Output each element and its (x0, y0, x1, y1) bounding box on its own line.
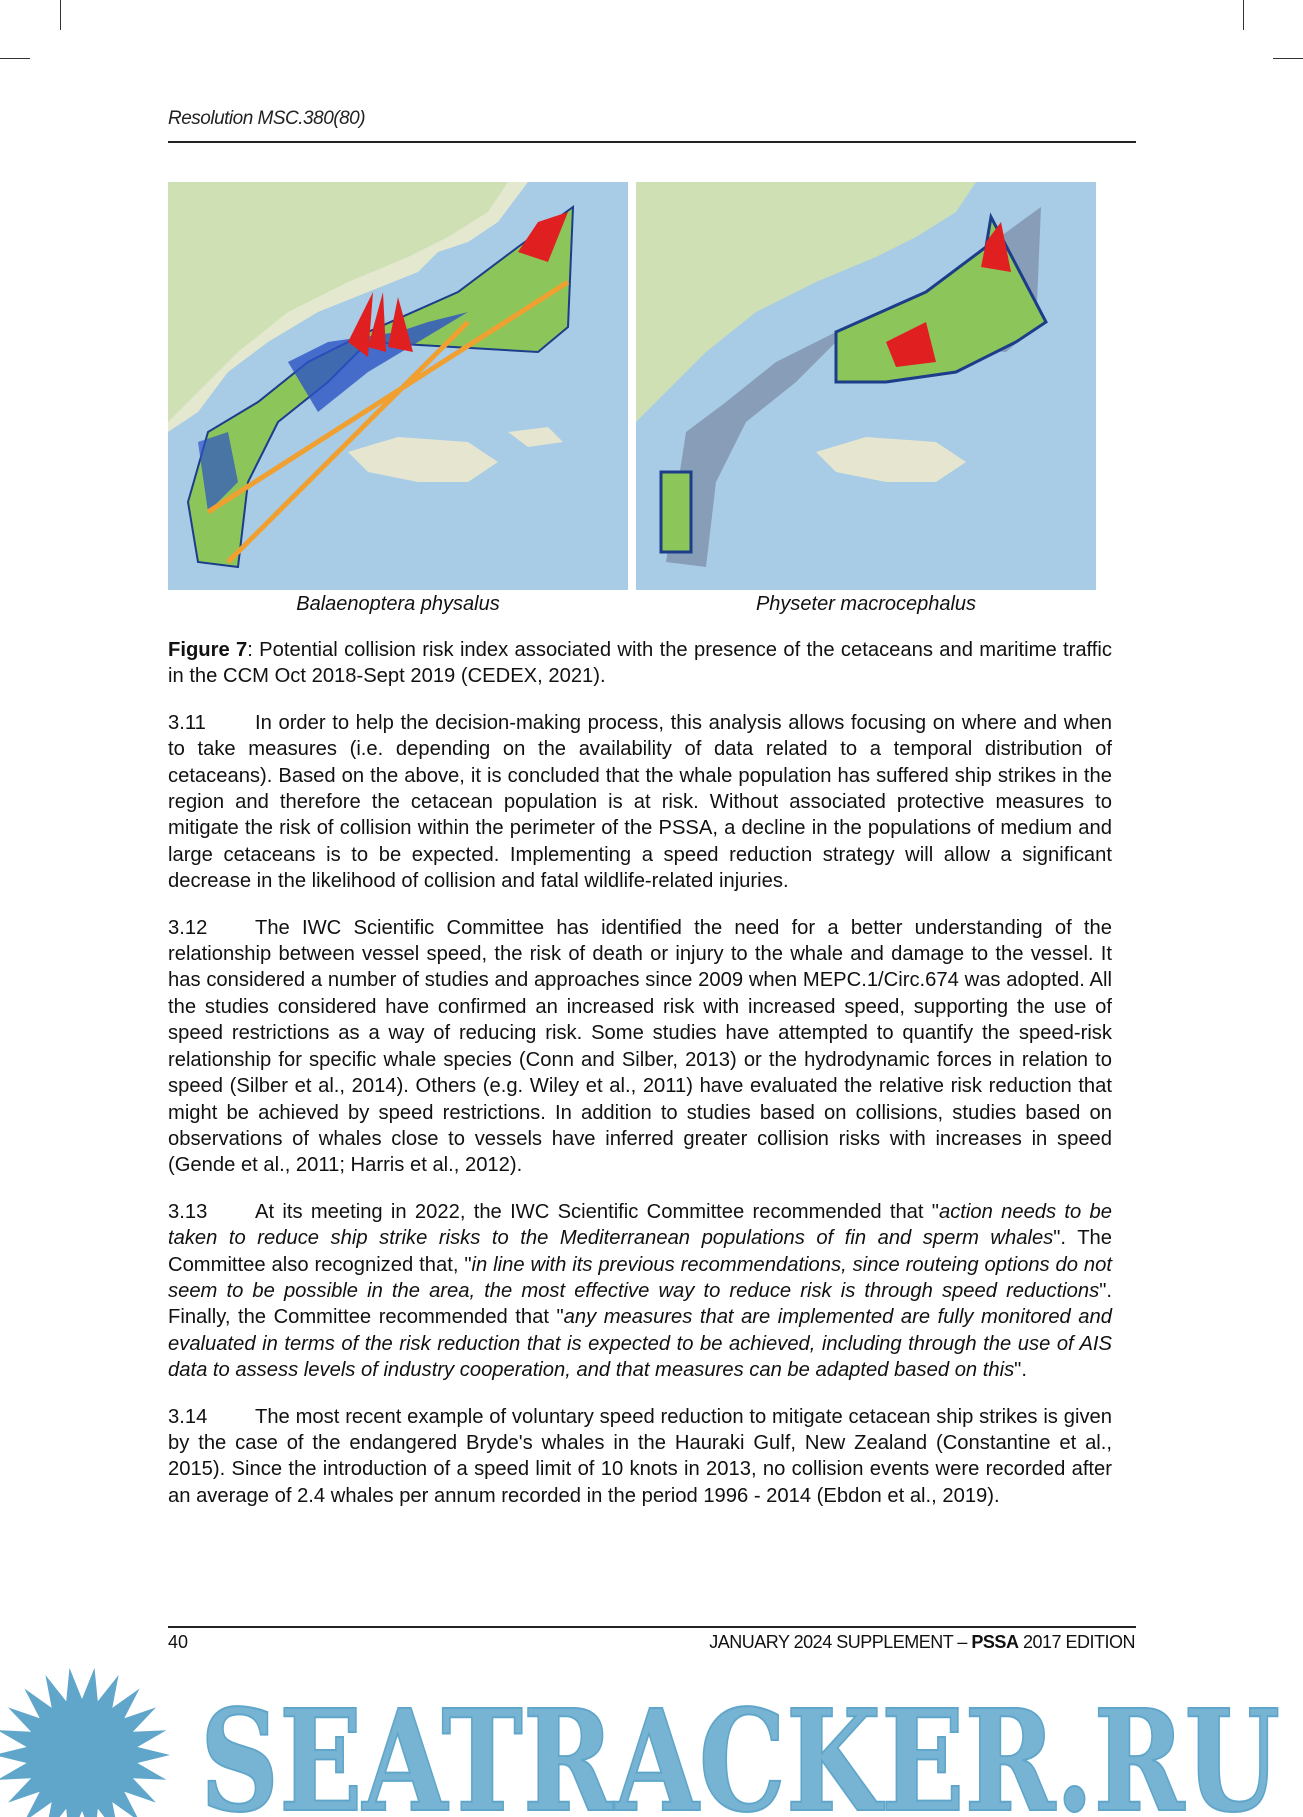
paragraph-number: 3.14 (168, 1405, 208, 1428)
footer-rule (168, 1626, 1136, 1628)
paragraph (168, 1404, 1112, 1510)
running-header: Resolution MSC.380(80) (168, 108, 366, 129)
figure-label: Figure 7 (168, 639, 248, 661)
paragraph-text: At its meeting in 2022, the IWC Scientific Committee recommended that "action needs to be taken to reduce ship strike risks to the Mediterranean populations of fin and sperm whales". The Committee also recognized that, "in line with its previous recommendations, since routeing options do not seem to be possible in the area, the most effective way to reduce risk is through speed reductions". Finally, the Committee recommended that "any measures that are implemented are fully monitored and evaluated in terms of the risk reduction that is expected to be achieved, including through the use of AIS data to assess levels of industry cooperation, and that measures can be adapted based on this". (168, 1200, 1112, 1382)
watermark-text: SEATRACKER.RU (200, 1680, 1280, 1817)
figure-caption (168, 637, 1112, 690)
header-rule (168, 141, 1136, 143)
paragraph-number: 3.13 (168, 1200, 208, 1223)
crop-mark (0, 58, 30, 59)
paragraph (168, 915, 1112, 1179)
paragraph (168, 710, 1112, 895)
crop-mark (1273, 58, 1303, 59)
paragraph-text: The IWC Scientific Committee has identified the need for a better understanding of the relationship between vessel speed, the risk of death or injury to the whale and damage to the vessel. It has considered a number of studies and approaches since 2009 when MEPC.1/Circ.674 was adopted. All the studies considered have confirmed an increased risk with increased speed, supporting the use of speed restrictions as a way of reducing risk. Some studies have attempted to quantify the speed-risk relationship for specific whale species (Conn and Silber, 2013) or the hydrodynamic forces in relation to speed (Silber et al., 2014). Others (e.g. Wiley et al., 2011) have evaluated the relative risk reduction that might be achieved by speed restrictions. In addition to studies based on collisions, studies based on observations of whales close to vessels have inferred greater collision risks with increases in speed (Gende et al., 2011; Harris et al., 2012). (168, 916, 1112, 1177)
crop-mark (1243, 0, 1244, 30)
footer-text-pre: JANUARY 2024 SUPPLEMENT – (709, 1632, 972, 1652)
page-number: 40 (168, 1632, 189, 1652)
body-text (168, 637, 1112, 1529)
watermark-logo (0, 1640, 1303, 1817)
risk-map-sperm-whale (636, 182, 1096, 590)
map-caption: Balaenoptera physalus (296, 593, 500, 615)
map-caption: Physeter macrocephalus (755, 593, 977, 615)
sun-icon (0, 1668, 170, 1817)
paragraph-number: 3.12 (168, 916, 208, 939)
risk-map-fin-whale (168, 182, 628, 590)
footer-text-bold: PSSA (971, 1632, 1019, 1652)
paragraph (168, 1199, 1112, 1384)
paragraph-number: 3.11 (168, 711, 206, 734)
crop-mark (60, 0, 61, 30)
footer-text-post: 2017 EDITION (1018, 1632, 1135, 1652)
figure-caption-text: : Potential collision risk index associated with the presence of the cetaceans and maritime traffic in the CCM Oct 2018-Sept 2019 (CEDEX, 2021). (168, 639, 1112, 688)
paragraph-text: In order to help the decision-making process, this analysis allows focusing on where and when to take measures (i.e. depending on the availability of data related to a temporal distribution of cetaceans). Based on the above, it is concluded that the whale population has suffered ship strikes in the region and therefore the cetacean population is at risk. Without associated protective measures to mitigate the risk of collision within the perimeter of the PSSA, a decline in the populations of medium and large cetaceans is to be expected. Implementing a speed reduction strategy will allow a significant decrease in the likelihood of collision and fatal wildlife-related injuries. (168, 711, 1112, 893)
footer-text (709, 1632, 1135, 1653)
paragraph-text: The most recent example of voluntary speed reduction to mitigate cetacean ship strikes is given by the case of the endangered Bryde's whales in the Hauraki Gulf, New Zealand (Constantine et al., 2015). Since the introduction of a speed limit of 10 knots in 2013, no collision events were recorded after an average of 2.4 whales per annum recorded in the period 1996 - 2014 (Ebdon et al., 2019). (168, 1405, 1112, 1507)
